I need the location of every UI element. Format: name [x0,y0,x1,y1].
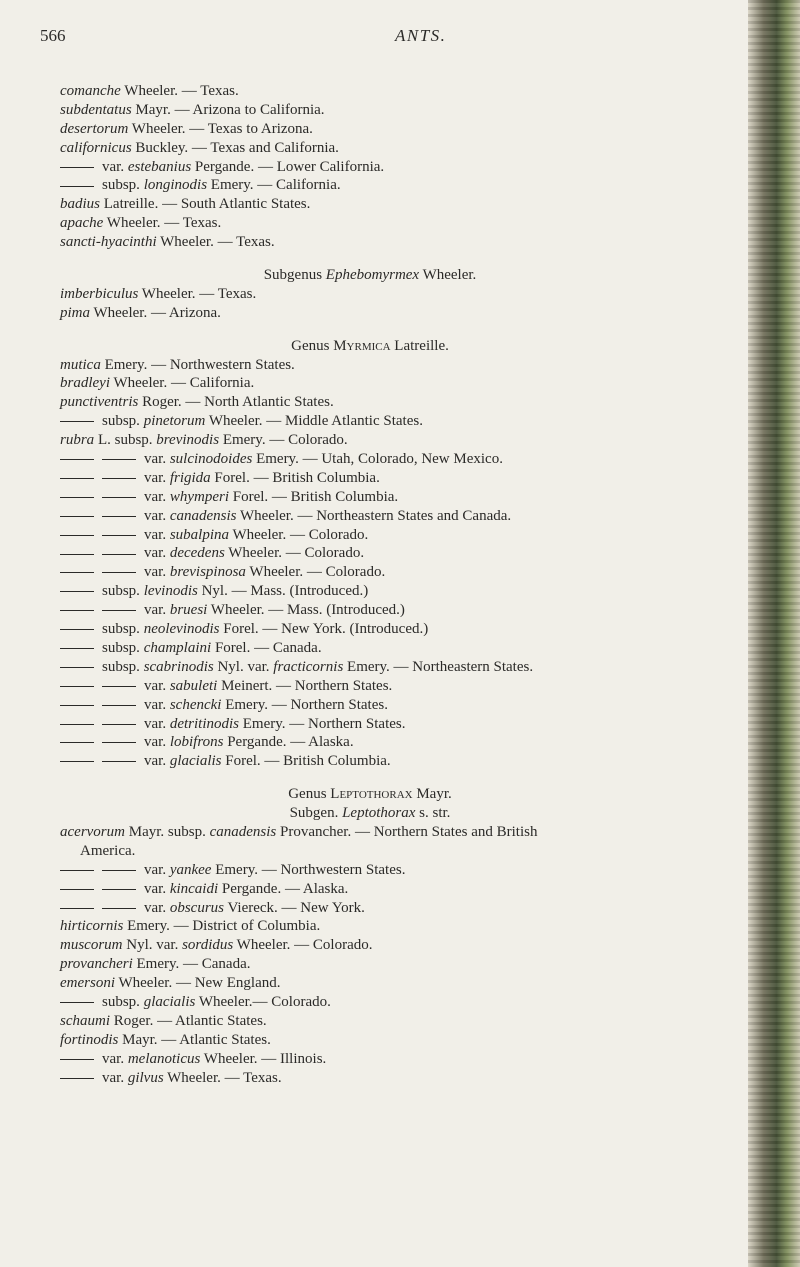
ditto-dash [60,1002,94,1003]
rank-prefix: var. [144,899,170,916]
taxon-name: pima [60,304,90,321]
species-entry [60,677,760,696]
taxon-name: frigida [169,469,211,486]
species-entry [60,488,760,507]
entry-text: Wheeler.— Colorado. [195,993,331,1010]
species-entry [60,696,760,715]
entry-text: Wheeler. — Texas. [103,215,222,232]
running-head: ANTS. [395,26,447,45]
taxon-name: champlaini [143,639,212,656]
species-entry [60,880,760,899]
entry-text: Pergande. — Lower California. [191,158,385,175]
taxon-name: sancti-hyacinthi [60,234,157,251]
species-entry [60,176,760,195]
taxon-name: hirticornis [60,918,124,935]
rank-prefix: var. [102,1050,128,1067]
species-entry [60,993,760,1012]
species-entry [60,158,760,177]
ditto-dash [60,742,94,743]
ditto-dash [60,554,94,555]
taxon-name-secondary: canadensis [209,823,277,840]
species-entry [60,899,760,918]
taxon-name: brevispinosa [169,564,246,581]
taxon-name: glacialis [143,993,196,1010]
ditto-dash [60,1059,94,1060]
ditto-dash [60,591,94,592]
taxon-name: emersoni [60,975,115,992]
page-number: 566 [40,26,66,45]
entry-text: Emery. — Canada. [132,956,251,973]
species-entry [60,1069,760,1088]
entry-text: Nyl. — Mass. (Introduced.) [197,583,369,600]
section-gap [60,252,760,266]
species-entry [60,917,760,936]
entry-text: Wheeler. — Arizona. [90,304,221,321]
ditto-dash [102,889,136,890]
rank-prefix: var. [144,526,170,543]
rank-prefix: var. [144,545,170,562]
continuation-text: America. [80,842,136,859]
taxon-name-secondary: fracticornis [273,658,344,675]
taxon-name: yankee [169,861,212,878]
entry-text: Roger. — North Atlantic States. [138,394,334,411]
ditto-dash [102,705,136,706]
rank-prefix: var. [144,488,170,505]
entry-text: Mayr. — Atlantic States. [118,1031,271,1048]
ditto-dash [102,554,136,555]
genus-name: Myrmica [333,337,391,354]
rank-prefix: var. [144,451,170,468]
species-entry [60,139,760,158]
rank-prefix: var. [144,696,170,713]
species-entry [60,233,760,252]
species-entry [60,563,760,582]
section-heading [60,266,760,285]
ditto-dash [60,667,94,668]
heading-authority: Latreille. [390,337,449,354]
taxon-name: levinodis [143,583,198,600]
species-entry [60,526,760,545]
page-header [40,26,720,56]
entry-text: Wheeler. — Colorado. [245,564,386,581]
taxon-name: mutica [60,356,101,373]
entry-text: Roger. — Atlantic States. [110,1012,267,1029]
entry-text: Emery. — Northern States. [221,696,388,713]
taxon-name: provancheri [60,956,133,973]
species-entry [60,374,760,393]
ditto-dash [60,459,94,460]
ditto-dash [102,870,136,871]
taxon-name: scabrinodis [143,658,214,675]
taxon-name: rubra [60,432,95,449]
species-entry [60,412,760,431]
taxon-name: fortinodis [60,1031,119,1048]
ditto-dash [102,459,136,460]
entry-text: Wheeler. — Northeastern States and Canada. [236,507,512,524]
rank-prefix: var. [144,677,170,694]
ditto-dash [60,421,94,422]
species-entry [60,120,760,139]
entry-text: Meinert. — Northern States. [217,677,393,694]
rank-prefix: subsp. [102,658,144,675]
rank-prefix: subsp. [102,177,144,194]
taxon-name: lobifrons [169,734,224,751]
rank-prefix: var. [144,880,170,897]
entry-text: Forel. — British Columbia. [210,469,380,486]
taxon-name: glacialis [169,753,222,770]
ditto-dash [102,742,136,743]
rank-prefix: var. [144,602,170,619]
taxon-name: badius [60,196,101,213]
ditto-dash [60,629,94,630]
ditto-dash [60,535,94,536]
species-entry [60,752,760,771]
rank-prefix: subsp. [102,621,144,638]
entry-text: Forel. — New York. (Introduced.) [219,621,429,638]
taxon-name: comanche [60,83,121,99]
species-entry [60,214,760,233]
entry-text: Wheeler. — Texas. [138,285,257,302]
species-entry [60,82,760,101]
ditto-dash [60,761,94,762]
ditto-dash [102,724,136,725]
ditto-dash [102,761,136,762]
taxon-name: subalpina [169,526,230,543]
taxon-name: bruesi [169,602,208,619]
ditto-dash [60,478,94,479]
species-entry [60,715,760,734]
genus-name: Leptothorax [330,786,413,803]
heading-authority: Mayr. [412,786,452,803]
entry-text: Nyl. var. [122,937,183,954]
heading-authority: s. str. [415,805,451,822]
section-heading [60,337,760,356]
entry-text: Wheeler. — Texas to Arizona. [128,120,313,137]
species-entry [60,1031,760,1050]
species-entry [60,507,760,526]
entry-text: Wheeler. — Mass. (Introduced.) [207,602,405,619]
entry-text: Wheeler. — Colorado. [229,526,369,543]
entry-text: Mayr. — Arizona to California. [131,101,325,118]
entry-text: Wheeler. — Texas. [156,234,275,251]
entry-text-secondary: Emery. — Northeastern States. [343,658,534,675]
ditto-dash [102,497,136,498]
species-entry [60,450,760,469]
ditto-dash [102,686,136,687]
taxon-name: kincaidi [169,880,219,897]
taxon-name: californicus [60,139,132,156]
rank-prefix: var. [102,158,128,175]
species-entry [60,195,760,214]
species-entry [60,431,760,450]
rank-prefix: var. [102,1069,128,1086]
ditto-dash [60,497,94,498]
entry-text-secondary: Wheeler. — Colorado. [233,937,373,954]
entry-text: Wheeler. — Texas. [163,1069,282,1086]
section-gap [60,771,760,785]
species-entry [60,639,760,658]
entry-text: Emery. — Northwestern States. [100,356,295,373]
taxon-name: Leptothorax [342,805,416,822]
species-entry [60,658,760,677]
species-entry [60,285,760,304]
species-list [60,82,760,1087]
species-entry [60,974,760,993]
taxon-name: sabuleti [169,677,218,694]
entry-text-secondary: Emery. — Colorado. [219,432,348,449]
taxon-name-secondary: brevinodis [156,432,220,449]
taxon-name: melanoticus [127,1050,201,1067]
entry-text: Emery. — District of Columbia. [123,918,321,935]
rank-prefix: subsp. [102,413,144,430]
rank-prefix: subsp. [102,583,144,600]
taxon-name: whymperi [169,488,229,505]
entry-text-secondary: Provancher. — Northern States and British [276,823,538,840]
taxon-name: bradleyi [60,375,110,392]
ditto-dash [60,705,94,706]
taxon-name: obscurus [169,899,224,916]
ditto-dash [60,610,94,611]
entry-text: Emery. — Northwestern States. [211,861,406,878]
ditto-dash [102,478,136,479]
entry-text: Emery. — Utah, Colorado, New Mexico. [252,451,503,468]
taxon-name: schencki [169,696,222,713]
taxon-name: detritinodis [169,715,239,732]
rank-prefix: var. [144,507,170,524]
section-gap [60,323,760,337]
species-entry [60,582,760,601]
ditto-dash [60,186,94,187]
heading-prefix: Subgenus [263,267,326,284]
ditto-dash [60,908,94,909]
ditto-dash [102,610,136,611]
entry-text: Buckley. — Texas and California. [131,139,339,156]
heading-prefix: Subgen. [289,805,343,822]
species-entry [60,620,760,639]
species-entry [60,823,760,842]
taxon-name: neolevinodis [143,621,220,638]
species-entry [60,861,760,880]
rank-prefix: var. [144,564,170,581]
taxon-name: apache [60,215,104,232]
taxon-name: subdentatus [60,101,132,118]
heading-authority: Wheeler. [419,267,477,284]
ditto-dash [60,724,94,725]
taxon-name: gilvus [127,1069,164,1086]
ditto-dash [102,572,136,573]
continuation-line [60,842,760,861]
species-entry [60,936,760,955]
taxon-name: Ephebomyrmex [325,267,420,284]
taxon-name: muscorum [60,937,123,954]
rank-prefix: var. [144,753,170,770]
ditto-dash [60,572,94,573]
rank-prefix: var. [144,715,170,732]
species-entry [60,393,760,412]
ditto-dash [60,870,94,871]
entry-text: L. subsp. [94,432,157,449]
ditto-dash [60,516,94,517]
taxon-name: sulcinodoides [169,451,253,468]
taxon-name: pinetorum [143,413,206,430]
entry-text: Forel. — Canada. [211,639,322,656]
taxon-name: imberbiculus [60,285,139,302]
ditto-dash [102,535,136,536]
entry-text: Wheeler. — California. [110,375,255,392]
entry-text: Pergande. — Alaska. [223,734,354,751]
rank-prefix: subsp. [102,639,144,656]
entry-text: Pergande. — Alaska. [218,880,349,897]
taxon-name: longinodis [143,177,208,194]
species-entry [60,955,760,974]
entry-text: Forel. — British Columbia. [221,753,391,770]
ditto-dash [60,686,94,687]
taxon-name-secondary: sordidus [182,937,234,954]
rank-prefix: var. [144,734,170,751]
taxon-name: desertorum [60,120,129,137]
taxon-name: decedens [169,545,225,562]
entry-text: Forel. — British Columbia. [229,488,399,505]
entry-text: Wheeler. — Middle Atlantic States. [205,413,423,430]
section-heading [60,785,760,804]
entry-text: Nyl. var. [213,658,274,675]
entry-text: Mayr. subsp. [124,823,210,840]
ditto-dash [60,648,94,649]
ditto-dash [60,1078,94,1079]
species-entry [60,469,760,488]
species-entry [60,1012,760,1031]
ditto-dash [102,516,136,517]
species-entry [60,304,760,323]
entry-text: Wheeler. — Colorado. [224,545,365,562]
species-entry [60,356,760,375]
ditto-dash [60,889,94,890]
ditto-dash [102,908,136,909]
section-heading [60,804,760,823]
rank-prefix: var. [144,861,170,878]
entry-text: Latreille. — South Atlantic States. [100,196,311,213]
taxon-name: schaumi [60,1012,110,1029]
rank-prefix: subsp. [102,993,144,1010]
taxon-name: estebanius [127,158,192,175]
entry-text: Emery. — Northern States. [239,715,406,732]
species-entry [60,733,760,752]
taxon-name: canadensis [169,507,237,524]
entry-text: Wheeler. — Illinois. [200,1050,327,1067]
species-entry [60,601,760,620]
entry-text: Emery. — California. [207,177,341,194]
ditto-dash [60,167,94,168]
taxon-name: acervorum [60,823,125,840]
rank-prefix: var. [144,469,170,486]
entry-text: Wheeler. — Texas. [120,83,239,99]
taxon-name: punctiventris [60,394,139,411]
heading-prefix: Genus [291,337,334,354]
entry-text: Viereck. — New York. [224,899,365,916]
species-entry [60,101,760,120]
entry-text: Wheeler. — New England. [115,975,281,992]
species-entry [60,1050,760,1069]
heading-prefix: Genus [288,786,331,803]
species-entry [60,544,760,563]
